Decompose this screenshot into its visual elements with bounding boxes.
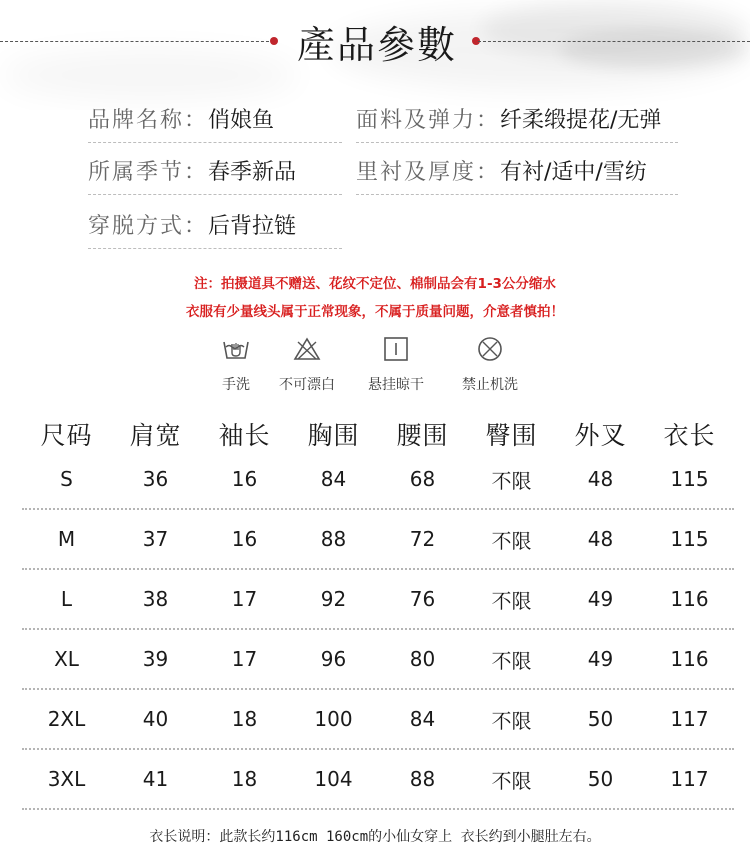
param-brand-key: 品牌名称： bbox=[88, 108, 209, 133]
cell-waist: 80 bbox=[409, 647, 436, 671]
cell-sleeve: 18 bbox=[231, 767, 258, 791]
param-lining-key: 里衬及厚度： bbox=[356, 160, 501, 185]
param-season-key: 所属季节： bbox=[88, 160, 209, 185]
param-season bbox=[88, 155, 342, 195]
length-note: 衣长说明：此款长约116cm 160cm的小仙女穿上 衣长约到小腿肚左右。 bbox=[149, 829, 601, 845]
no-bleach-icon bbox=[292, 336, 322, 362]
hang-dry-icon bbox=[381, 336, 411, 362]
table-row bbox=[22, 750, 734, 810]
cell-shoulder: 39 bbox=[142, 647, 169, 671]
cell-size: XL bbox=[54, 647, 79, 671]
header-slit: 外叉 bbox=[574, 421, 627, 450]
cell-size: 3XL bbox=[47, 767, 86, 791]
cell-hip: 不限 bbox=[491, 648, 532, 673]
cell-sleeve: 18 bbox=[231, 707, 258, 731]
header-shoulder: 肩宽 bbox=[129, 421, 182, 450]
table-row bbox=[22, 510, 734, 570]
cell-shoulder: 40 bbox=[142, 707, 169, 731]
no-machine-wash-icon bbox=[475, 336, 505, 362]
cell-bust: 104 bbox=[314, 767, 353, 791]
cell-waist: 84 bbox=[409, 707, 436, 731]
cell-length: 117 bbox=[670, 707, 709, 731]
cell-hip: 不限 bbox=[491, 708, 532, 733]
cell-waist: 76 bbox=[409, 587, 436, 611]
page-title: 產品參數 bbox=[296, 23, 457, 67]
cell-size: L bbox=[60, 587, 73, 611]
care-hand-wash-label: 手洗 bbox=[222, 377, 250, 393]
cell-slit: 49 bbox=[587, 587, 614, 611]
cell-sleeve: 17 bbox=[231, 587, 258, 611]
cell-size: S bbox=[60, 467, 73, 491]
param-lining bbox=[356, 155, 678, 195]
cell-hip: 不限 bbox=[491, 468, 532, 493]
header-waist: 腰围 bbox=[396, 421, 449, 450]
table-row bbox=[22, 570, 734, 630]
note-line-2: 衣服有少量线头属于正常现象，不属于质量问题，介意者慎拍！ bbox=[186, 304, 564, 320]
cell-bust: 100 bbox=[314, 707, 353, 731]
cell-sleeve: 17 bbox=[231, 647, 258, 671]
table-row bbox=[22, 690, 734, 750]
cell-slit: 50 bbox=[587, 767, 614, 791]
cell-shoulder: 36 bbox=[142, 467, 169, 491]
cell-waist: 72 bbox=[409, 527, 436, 551]
cell-bust: 92 bbox=[320, 587, 347, 611]
care-no-machine-wash bbox=[445, 336, 535, 394]
title-divider-left bbox=[0, 41, 274, 42]
cell-waist: 88 bbox=[409, 767, 436, 791]
param-fabric-value: 纤柔缎提花/无弹 bbox=[500, 108, 662, 133]
param-fabric-key: 面料及弹力： bbox=[356, 108, 501, 133]
cell-waist: 68 bbox=[409, 467, 436, 491]
cell-hip: 不限 bbox=[491, 528, 532, 553]
cell-sleeve: 16 bbox=[231, 467, 258, 491]
cell-size: M bbox=[57, 527, 76, 551]
header-bust: 胸围 bbox=[307, 421, 360, 450]
cell-shoulder: 38 bbox=[142, 587, 169, 611]
header-sleeve: 袖长 bbox=[218, 421, 271, 450]
param-brand bbox=[88, 103, 342, 143]
param-season-value: 春季新品 bbox=[208, 160, 297, 185]
table-row bbox=[22, 630, 734, 690]
cell-slit: 48 bbox=[587, 527, 614, 551]
hand-wash-icon bbox=[221, 336, 251, 362]
cell-hip: 不限 bbox=[491, 588, 532, 613]
cell-shoulder: 41 bbox=[142, 767, 169, 791]
cell-length: 117 bbox=[670, 767, 709, 791]
cell-sleeve: 16 bbox=[231, 527, 258, 551]
cell-slit: 50 bbox=[587, 707, 614, 731]
param-closure bbox=[88, 209, 342, 249]
cell-slit: 49 bbox=[587, 647, 614, 671]
cell-bust: 96 bbox=[320, 647, 347, 671]
cell-length: 116 bbox=[670, 587, 709, 611]
param-closure-value: 后背拉链 bbox=[208, 214, 297, 239]
care-hang-dry bbox=[351, 336, 441, 394]
header-hip: 臀围 bbox=[485, 421, 538, 450]
param-brand-value: 俏娘鱼 bbox=[208, 108, 275, 133]
care-no-machine-wash-label: 禁止机洗 bbox=[462, 377, 518, 393]
care-no-bleach bbox=[262, 336, 352, 394]
header-size: 尺码 bbox=[40, 421, 93, 450]
cell-hip: 不限 bbox=[491, 768, 532, 793]
param-closure-key: 穿脱方式： bbox=[88, 214, 209, 239]
cell-length: 115 bbox=[670, 467, 709, 491]
note-line-1: 注：拍摄道具不赠送、花纹不定位、棉制品会有1-3公分缩水 bbox=[194, 276, 556, 292]
cell-shoulder: 37 bbox=[142, 527, 169, 551]
cell-slit: 48 bbox=[587, 467, 614, 491]
header-length: 衣长 bbox=[663, 421, 716, 450]
cell-bust: 84 bbox=[320, 467, 347, 491]
cell-size: 2XL bbox=[47, 707, 86, 731]
care-hang-dry-label: 悬挂晾干 bbox=[368, 377, 424, 393]
param-lining-value: 有衬/适中/雪纺 bbox=[500, 160, 647, 185]
cell-length: 115 bbox=[670, 527, 709, 551]
title-divider-right bbox=[478, 41, 750, 42]
title-dot-left bbox=[270, 37, 278, 45]
cell-bust: 88 bbox=[320, 527, 347, 551]
param-fabric bbox=[356, 103, 678, 143]
table-row bbox=[22, 450, 734, 510]
care-no-bleach-label: 不可漂白 bbox=[279, 377, 335, 393]
cell-length: 116 bbox=[670, 647, 709, 671]
